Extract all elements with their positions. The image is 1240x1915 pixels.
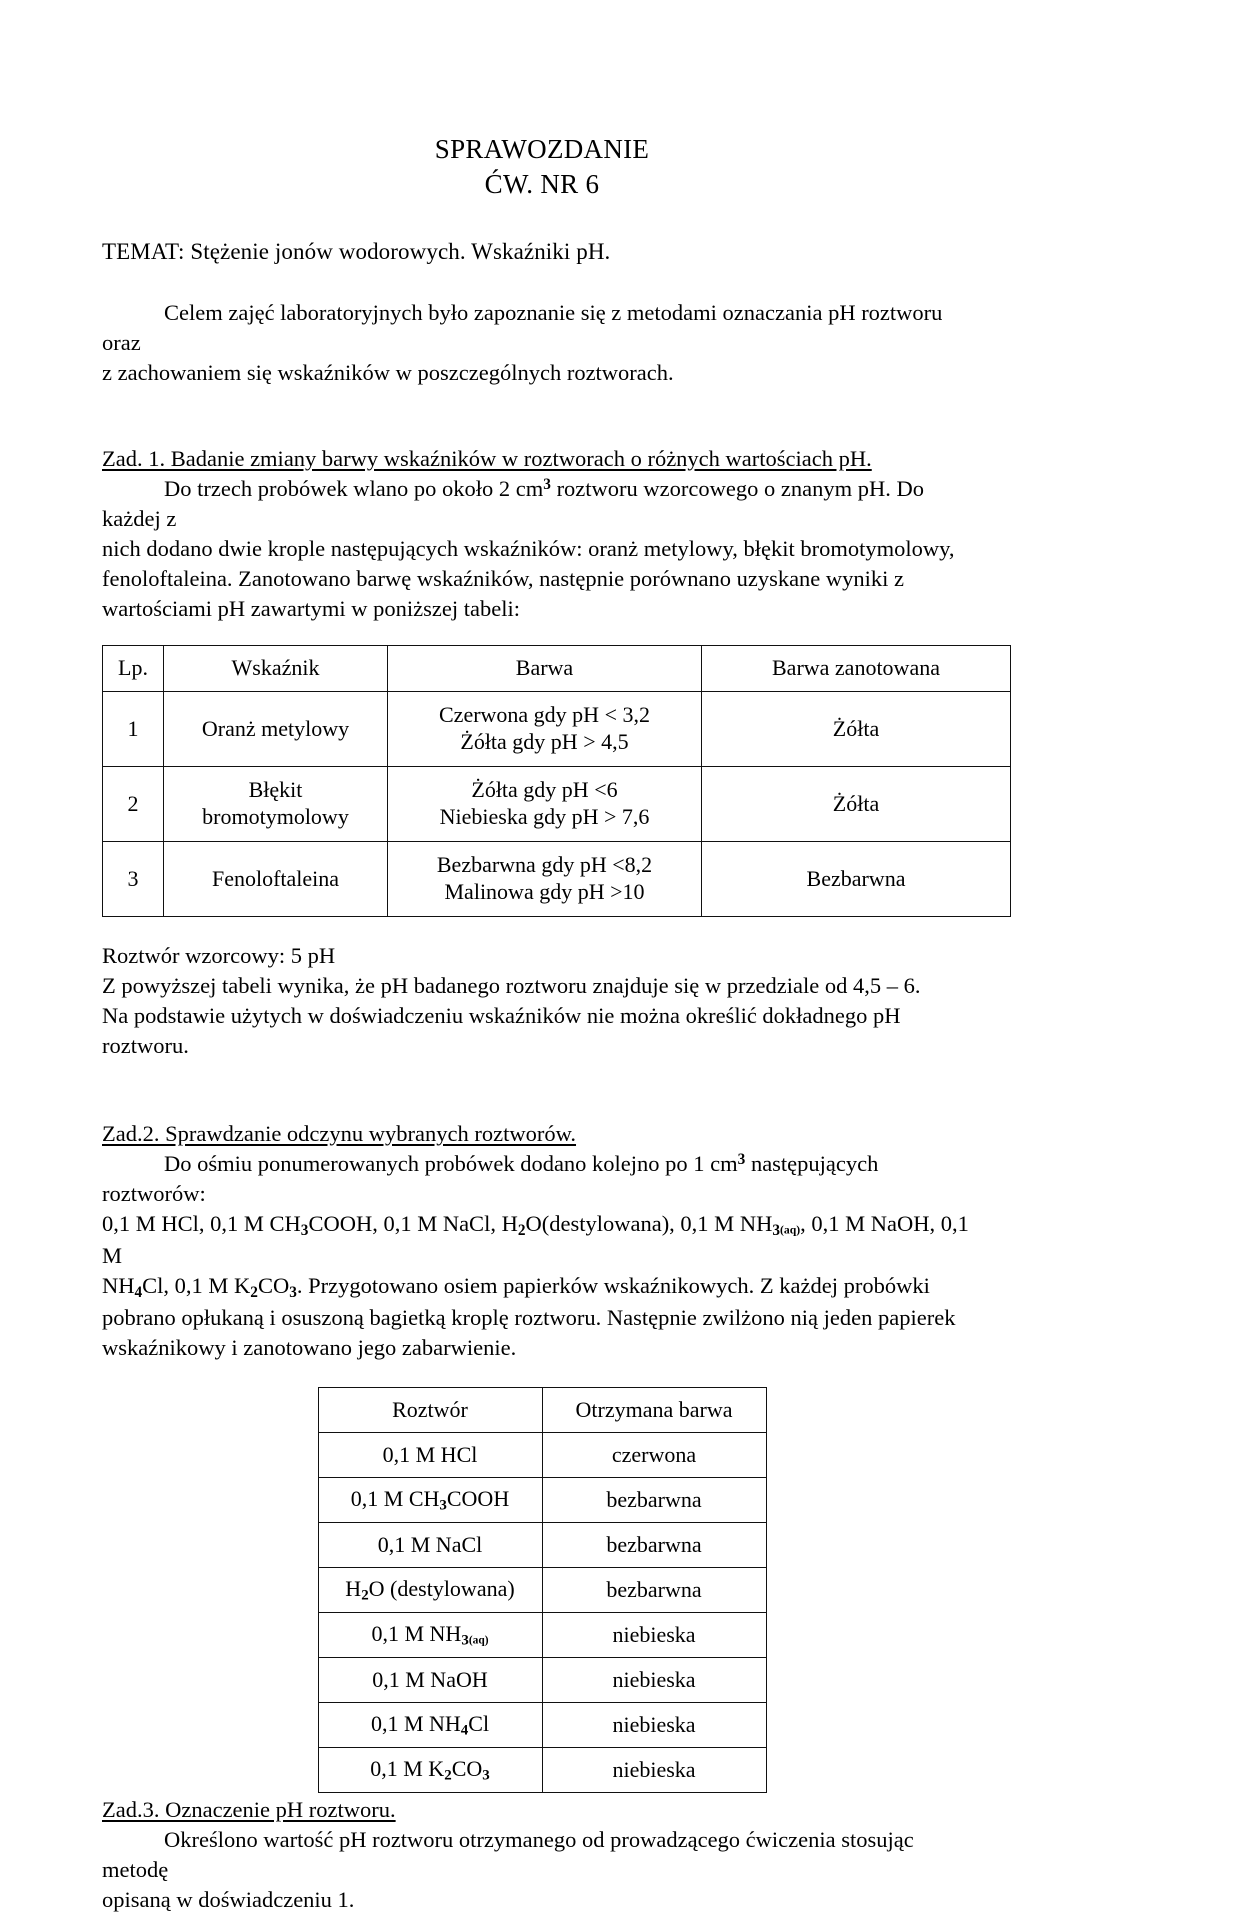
color-range-line-1: Czerwona gdy pH < 3,2: [439, 702, 650, 728]
task-1-section: [102, 414, 982, 1061]
formula-text-b: COOH, 0,1 M NaCl, H: [308, 1210, 518, 1236]
cell-indicator: Fenoloftaleina: [164, 842, 388, 917]
conclusion-line-1: Roztwór wzorcowy: 5 pH: [102, 943, 336, 969]
cell-color-range: [388, 842, 702, 917]
formula-post: Cl: [468, 1710, 490, 1736]
task-1-body: [102, 474, 982, 624]
table-row: [103, 767, 1011, 842]
subscript-2: 2: [250, 1283, 258, 1301]
task-3-line-1: Określono wartość pH roztworu otrzymanego od prowadzącego ćwiczenia stosując metodę: [102, 1826, 914, 1882]
intro-line-1: Celem zajęć laboratoryjnych było zapoznanie się z metodami oznaczania pH roztworu oraz: [102, 300, 943, 356]
cell-color: czerwona: [542, 1432, 766, 1477]
conclusion-line-3: Na podstawie użytych w doświadczeniu wskaźników nie można określić dokładnego pH roztworu.: [102, 1003, 901, 1059]
cell-lp: 3: [103, 842, 164, 917]
task-1-line-1-pre: Do trzech probówek wlano po około 2 cm: [164, 475, 544, 501]
table-row: [103, 692, 1011, 767]
task-3-heading: Zad.3. Oznaczenie pH roztworu.: [102, 1796, 396, 1822]
conclusion-line-2: Z powyższej tabeli wynika, że pH badanego roztworu znajduje się w przedziale od 4,5 – 6.: [102, 973, 921, 999]
task-2-body: [102, 1149, 982, 1363]
column-header-color: Barwa: [388, 646, 702, 692]
cell-observed-color: Żółta: [702, 767, 1011, 842]
task-1-line-4: wartościami pH zawartymi w poniższej tabeli:: [102, 595, 520, 621]
cell-lp: 1: [103, 692, 164, 767]
intro-paragraph: [102, 298, 982, 388]
cell-solution: [318, 1702, 542, 1747]
cell-lp: 2: [103, 767, 164, 842]
table-row: [318, 1612, 766, 1657]
cell-solution: [318, 1567, 542, 1612]
title-line-2: ĆW. NR 6: [484, 168, 600, 199]
table-header-row: [318, 1387, 766, 1432]
formula-pre: 0,1 M K: [370, 1755, 445, 1781]
intro-line-2: z zachowaniem się wskaźników w poszczególnych roztworach.: [102, 359, 674, 385]
indicators-table: [102, 645, 1011, 917]
table-row: [318, 1702, 766, 1747]
task-1-line-3: fenoloftaleina. Zanotowano barwę wskaźników, następnie porównano uzyskane wyniki z: [102, 565, 905, 591]
table-row: [318, 1657, 766, 1702]
cell-solution: 0,1 M HCl: [318, 1432, 542, 1477]
cell-solution: [318, 1477, 542, 1522]
table-header-row: [103, 646, 1011, 692]
cell-color: niebieska: [542, 1702, 766, 1747]
color-range-line-1: Żółta gdy pH <6: [471, 777, 618, 803]
superscript-cubed: 3: [737, 1151, 746, 1169]
task-2-heading: Zad.2. Sprawdzanie odczynu wybranych roztworów.: [102, 1120, 577, 1146]
task-2-line-1-pre: Do ośmiu ponumerowanych probówek dodano kolejno po 1 cm: [164, 1150, 738, 1176]
cell-color: bezbarwna: [542, 1522, 766, 1567]
cell-solution: 0,1 M NaCl: [318, 1522, 542, 1567]
formula-text-a: 0,1 M HCl, 0,1 M CH: [102, 1210, 301, 1236]
subscript-4: 4: [460, 1722, 469, 1739]
table-row: [318, 1747, 766, 1792]
indicator-line-2: bromotymolowy: [202, 804, 349, 830]
task-1-conclusion: [102, 941, 982, 1061]
cell-color: bezbarwna: [542, 1567, 766, 1612]
subscript-3: 3: [289, 1283, 297, 1301]
task-2-line-3: [102, 1272, 930, 1301]
document-content: [102, 132, 982, 1915]
title-line-1: SPRAWOZDANIE: [434, 134, 650, 164]
subscript-3: 3: [439, 1497, 447, 1514]
cell-solution: [318, 1747, 542, 1792]
cell-color: bezbarwna: [542, 1477, 766, 1522]
color-range-line-2: Malinowa gdy pH >10: [444, 879, 645, 905]
task-2-line-4: pobrano opłukaną i osuszoną bagietką kroplę roztworu. Następnie zwilżono nią jeden papierek: [102, 1305, 956, 1331]
column-header-observed-color: Barwa zanotowana: [702, 646, 1011, 692]
subscript-3: 3: [482, 1767, 490, 1784]
formula-pre: H: [345, 1575, 362, 1601]
subscript-aq: (aq): [468, 1634, 489, 1647]
column-header-indicator: Wskaźnik: [164, 646, 388, 692]
formula-text-d: . Przygotowano osiem papierków wskaźnikowych. Z każdej probówki: [296, 1272, 930, 1298]
cell-color-range: [388, 692, 702, 767]
solutions-table-wrapper: [102, 1387, 982, 1793]
formula-post: COOH: [446, 1485, 510, 1511]
cell-indicator: [164, 767, 388, 842]
cell-color: niebieska: [542, 1612, 766, 1657]
color-range-line-2: Niebieska gdy pH > 7,6: [439, 804, 650, 830]
column-header-lp: Lp.: [103, 646, 164, 692]
cell-color-range: [388, 767, 702, 842]
document-title: [102, 132, 982, 201]
cell-color: niebieska: [542, 1747, 766, 1792]
subject-line: TEMAT: Stężenie jonów wodorowych. Wskaźniki pH.: [102, 239, 611, 265]
formula-text-c: O(destylowana), 0,1 M NH: [525, 1210, 773, 1236]
cell-observed-color: Żółta: [702, 692, 1011, 767]
subscript-3: 3: [772, 1221, 780, 1239]
color-range-line-1: Bezbarwna gdy pH <8,2: [436, 852, 653, 878]
table-row: [318, 1522, 766, 1567]
task-3-line-2: opisaną w doświadczeniu 1.: [102, 1886, 355, 1912]
table-row: [318, 1567, 766, 1612]
formula-text-c: CO: [257, 1272, 290, 1298]
task-1-heading: Zad. 1. Badanie zmiany barwy wskaźników w roztworach o różnych wartościach pH.: [102, 445, 872, 471]
formula-text-d: , 0,1 M NaOH, 0,1 M: [102, 1210, 969, 1268]
table-row: [318, 1432, 766, 1477]
table-row: [103, 842, 1011, 917]
task-2-section: [102, 1089, 982, 1793]
subscript-2: 2: [444, 1767, 452, 1784]
task-1-line-1-post: roztworu wzorcowego o znanym pH. Do każdej z: [102, 475, 924, 531]
color-range-line-2: Żółta gdy pH > 4,5: [460, 729, 629, 755]
formula-pre: 0,1 M NH: [371, 1620, 462, 1646]
formula-text-b: Cl, 0,1 M K: [142, 1272, 251, 1298]
superscript-cubed: 3: [543, 475, 551, 493]
subscript-3: 3: [461, 1632, 469, 1649]
task-3-section: [102, 1797, 982, 1915]
formula-post: CO: [451, 1755, 483, 1781]
subscript-4: 4: [134, 1283, 143, 1301]
subscript-3: 3: [300, 1221, 309, 1239]
formula-post: O (destylowana): [368, 1575, 515, 1601]
subscript-2: 2: [517, 1221, 526, 1239]
solutions-table: [318, 1387, 767, 1793]
task-2-line-5: wskaźnikowy i zanotowano jego zabarwienie.: [102, 1334, 517, 1360]
task-3-body: [102, 1825, 982, 1915]
cell-solution: [318, 1612, 542, 1657]
cell-indicator: Oranż metylowy: [164, 692, 388, 767]
task-2-line-2: [102, 1211, 969, 1268]
cell-color: niebieska: [542, 1657, 766, 1702]
task-1-line-2: nich dodano dwie krople następujących wskaźników: oranż metylowy, błękit bromotymolowy,: [102, 535, 955, 561]
column-header-solution: Roztwór: [318, 1387, 542, 1432]
formula-pre: 0,1 M CH: [350, 1485, 440, 1511]
table-row: [318, 1477, 766, 1522]
indicator-line-1: Błękit: [248, 777, 303, 803]
subscript-aq: (aq): [779, 1223, 801, 1237]
subscript-2: 2: [361, 1587, 369, 1604]
formula-text-a: NH: [102, 1272, 135, 1298]
cell-observed-color: Bezbarwna: [702, 842, 1011, 917]
cell-solution: 0,1 M NaOH: [318, 1657, 542, 1702]
task-2-line-1-post: następujących roztworów:: [102, 1150, 879, 1206]
formula-pre: 0,1 M NH: [370, 1710, 461, 1736]
column-header-obtained-color: Otrzymana barwa: [542, 1387, 766, 1432]
